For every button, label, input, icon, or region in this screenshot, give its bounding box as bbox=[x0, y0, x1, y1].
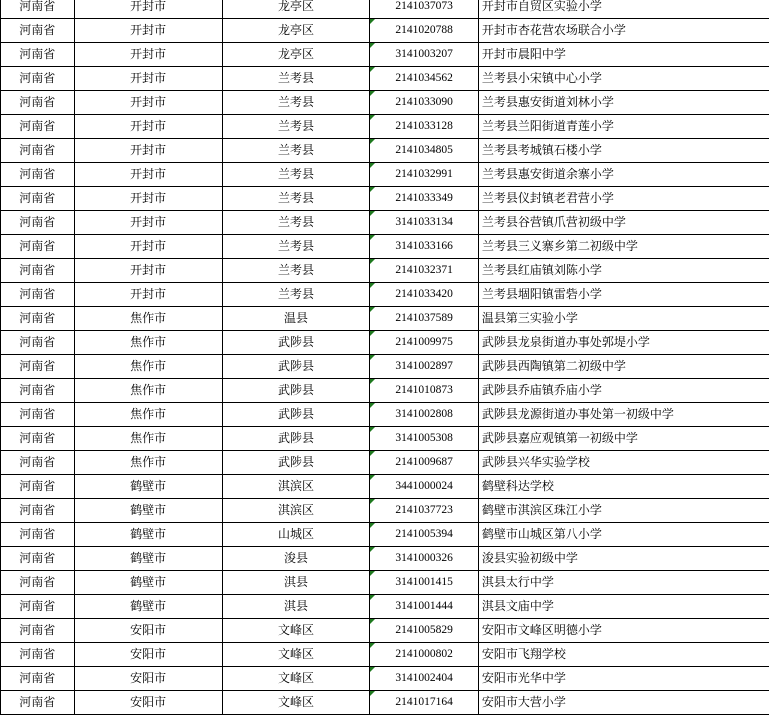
table-row bbox=[1, 571, 772, 595]
school-name-cell[interactable]: 兰考县惠安街道余寨小学 bbox=[478, 163, 771, 187]
table-row bbox=[1, 283, 772, 307]
province-cell[interactable]: 河南省 bbox=[1, 571, 75, 595]
school-code-cell[interactable]: 2141020788 bbox=[370, 19, 479, 43]
table-row bbox=[1, 403, 772, 427]
school-name-cell[interactable]: 兰考县仪封镇老君营小学 bbox=[478, 187, 771, 211]
school-name-cell[interactable]: 鹤壁市山城区第八小学 bbox=[478, 523, 771, 547]
table-row bbox=[1, 379, 772, 403]
table-row bbox=[1, 259, 772, 283]
province-cell[interactable]: 河南省 bbox=[1, 547, 75, 571]
province-cell[interactable]: 河南省 bbox=[1, 19, 75, 43]
district-cell[interactable]: 兰考县 bbox=[222, 283, 370, 307]
school-code-cell[interactable]: 2141032991 bbox=[370, 163, 479, 187]
city-cell[interactable]: 开封市 bbox=[74, 163, 222, 187]
city-cell[interactable]: 开封市 bbox=[74, 139, 222, 163]
city-cell[interactable]: 焦作市 bbox=[74, 451, 222, 475]
school-code-cell[interactable]: 2141033128 bbox=[370, 115, 479, 139]
table-row bbox=[1, 331, 772, 355]
table-row bbox=[1, 355, 772, 379]
school-code-cell[interactable]: 2141033349 bbox=[370, 187, 479, 211]
city-cell[interactable]: 安阳市 bbox=[74, 691, 222, 715]
district-cell[interactable]: 武陟县 bbox=[222, 403, 370, 427]
district-cell[interactable]: 文峰区 bbox=[222, 643, 370, 667]
school-name-cell[interactable]: 兰考县惠安街道刘林小学 bbox=[478, 91, 771, 115]
school-name-cell[interactable]: 安阳市文峰区明德小学 bbox=[478, 619, 771, 643]
province-cell[interactable]: 河南省 bbox=[1, 211, 75, 235]
school-code-cell[interactable]: 2141037723 bbox=[370, 499, 479, 523]
school-code-cell[interactable]: 2141017164 bbox=[370, 691, 479, 715]
province-cell[interactable]: 河南省 bbox=[1, 259, 75, 283]
table-row bbox=[1, 427, 772, 451]
school-name-cell[interactable]: 浚县实验初级中学 bbox=[478, 547, 771, 571]
table-row bbox=[1, 499, 772, 523]
district-cell[interactable]: 文峰区 bbox=[222, 667, 370, 691]
district-cell[interactable]: 浚县 bbox=[222, 547, 370, 571]
school-code-cell[interactable]: 2141032371 bbox=[370, 259, 479, 283]
city-cell[interactable]: 开封市 bbox=[74, 283, 222, 307]
district-cell[interactable]: 兰考县 bbox=[222, 163, 370, 187]
city-cell[interactable]: 焦作市 bbox=[74, 379, 222, 403]
province-cell[interactable]: 河南省 bbox=[1, 187, 75, 211]
school-code-cell[interactable]: 2141033420 bbox=[370, 283, 479, 307]
school-code-cell[interactable]: 3141003207 bbox=[370, 43, 479, 67]
school-name-cell[interactable]: 兰考县谷营镇爪营初级中学 bbox=[478, 211, 771, 235]
district-cell[interactable]: 淇县 bbox=[222, 595, 370, 619]
province-cell[interactable]: 河南省 bbox=[1, 67, 75, 91]
province-cell[interactable]: 河南省 bbox=[1, 691, 75, 715]
school-code-cell[interactable]: 3141002404 bbox=[370, 667, 479, 691]
school-name-cell[interactable]: 淇县太行中学 bbox=[478, 571, 771, 595]
school-code-cell[interactable]: 3441000024 bbox=[370, 475, 479, 499]
province-cell[interactable]: 河南省 bbox=[1, 331, 75, 355]
district-cell[interactable]: 兰考县 bbox=[222, 187, 370, 211]
school-name-cell[interactable]: 兰考县考城镇石楼小学 bbox=[478, 139, 771, 163]
school-code-cell[interactable]: 2141033090 bbox=[370, 91, 479, 115]
district-cell[interactable]: 兰考县 bbox=[222, 139, 370, 163]
district-cell[interactable]: 兰考县 bbox=[222, 235, 370, 259]
city-cell[interactable]: 焦作市 bbox=[74, 403, 222, 427]
table-row bbox=[1, 451, 772, 475]
table-row bbox=[1, 667, 772, 691]
table-row bbox=[1, 187, 772, 211]
table-row bbox=[1, 475, 772, 499]
school-name-cell[interactable]: 温县第三实验小学 bbox=[478, 307, 771, 331]
city-cell[interactable]: 焦作市 bbox=[74, 355, 222, 379]
city-cell[interactable]: 开封市 bbox=[74, 0, 222, 19]
city-cell[interactable]: 开封市 bbox=[74, 235, 222, 259]
school-name-cell[interactable]: 安阳市光华中学 bbox=[478, 667, 771, 691]
table-row bbox=[1, 547, 772, 571]
province-cell[interactable]: 河南省 bbox=[1, 595, 75, 619]
school-code-cell[interactable]: 2141005394 bbox=[370, 523, 479, 547]
city-cell[interactable]: 鹤壁市 bbox=[74, 499, 222, 523]
district-cell[interactable]: 山城区 bbox=[222, 523, 370, 547]
city-cell[interactable]: 开封市 bbox=[74, 115, 222, 139]
city-cell[interactable]: 鹤壁市 bbox=[74, 523, 222, 547]
province-cell[interactable]: 河南省 bbox=[1, 523, 75, 547]
school-code-cell[interactable]: 3141033166 bbox=[370, 235, 479, 259]
school-code-cell[interactable]: 2141037589 bbox=[370, 307, 479, 331]
city-cell[interactable]: 开封市 bbox=[74, 91, 222, 115]
province-cell[interactable]: 河南省 bbox=[1, 403, 75, 427]
district-cell[interactable]: 武陟县 bbox=[222, 331, 370, 355]
district-cell[interactable]: 武陟县 bbox=[222, 427, 370, 451]
city-cell[interactable]: 鹤壁市 bbox=[74, 475, 222, 499]
district-cell[interactable]: 淇县 bbox=[222, 571, 370, 595]
district-cell[interactable]: 兰考县 bbox=[222, 91, 370, 115]
school-name-cell[interactable]: 武陟县龙源街道办事处第一初级中学 bbox=[478, 403, 771, 427]
school-name-cell[interactable]: 兰考县堌阳镇雷砦小学 bbox=[478, 283, 771, 307]
table-row bbox=[1, 0, 772, 19]
city-cell[interactable]: 鹤壁市 bbox=[74, 571, 222, 595]
city-cell[interactable]: 开封市 bbox=[74, 187, 222, 211]
province-cell[interactable]: 河南省 bbox=[1, 355, 75, 379]
school-code-cell[interactable]: 2141037073 bbox=[370, 0, 479, 19]
province-cell[interactable]: 河南省 bbox=[1, 475, 75, 499]
province-cell[interactable]: 河南省 bbox=[1, 427, 75, 451]
table-row bbox=[1, 139, 772, 163]
city-cell[interactable]: 焦作市 bbox=[74, 307, 222, 331]
school-code-cell[interactable]: 3141002808 bbox=[370, 403, 479, 427]
province-cell[interactable]: 河南省 bbox=[1, 43, 75, 67]
table-row bbox=[1, 235, 772, 259]
city-cell[interactable]: 焦作市 bbox=[74, 427, 222, 451]
table-row bbox=[1, 43, 772, 67]
province-cell[interactable]: 河南省 bbox=[1, 139, 75, 163]
school-name-cell[interactable]: 淇县文庙中学 bbox=[478, 595, 771, 619]
table-row bbox=[1, 595, 772, 619]
school-code-cell[interactable]: 3141033134 bbox=[370, 211, 479, 235]
table-row bbox=[1, 115, 772, 139]
province-cell[interactable]: 河南省 bbox=[1, 91, 75, 115]
table-row bbox=[1, 523, 772, 547]
table-row bbox=[1, 67, 772, 91]
school-code-cell[interactable]: 2141034562 bbox=[370, 67, 479, 91]
province-cell[interactable]: 河南省 bbox=[1, 163, 75, 187]
city-cell[interactable]: 鹤壁市 bbox=[74, 547, 222, 571]
school-name-cell[interactable]: 武陟县西陶镇第二初级中学 bbox=[478, 355, 771, 379]
city-cell[interactable]: 安阳市 bbox=[74, 667, 222, 691]
city-cell[interactable]: 焦作市 bbox=[74, 331, 222, 355]
province-cell[interactable]: 河南省 bbox=[1, 283, 75, 307]
district-cell[interactable]: 龙亭区 bbox=[222, 43, 370, 67]
province-cell[interactable]: 河南省 bbox=[1, 115, 75, 139]
province-cell[interactable]: 河南省 bbox=[1, 451, 75, 475]
district-cell[interactable]: 兰考县 bbox=[222, 115, 370, 139]
table-row bbox=[1, 163, 772, 187]
district-cell[interactable]: 兰考县 bbox=[222, 259, 370, 283]
table-row bbox=[1, 691, 772, 715]
district-cell[interactable]: 武陟县 bbox=[222, 379, 370, 403]
district-cell[interactable]: 龙亭区 bbox=[222, 0, 370, 19]
district-cell[interactable]: 兰考县 bbox=[222, 211, 370, 235]
school-code-cell[interactable]: 3141001444 bbox=[370, 595, 479, 619]
school-code-cell[interactable]: 2141005829 bbox=[370, 619, 479, 643]
school-name-cell[interactable]: 兰考县红庙镇刘陈小学 bbox=[478, 259, 771, 283]
district-cell[interactable]: 淇滨区 bbox=[222, 475, 370, 499]
city-cell[interactable]: 开封市 bbox=[74, 43, 222, 67]
school-name-cell[interactable]: 兰考县兰阳街道青莲小学 bbox=[478, 115, 771, 139]
school-code-cell[interactable]: 2141000802 bbox=[370, 643, 479, 667]
school-name-cell[interactable]: 鹤壁科达学校 bbox=[478, 475, 771, 499]
table-row bbox=[1, 619, 772, 643]
district-cell[interactable]: 武陟县 bbox=[222, 451, 370, 475]
city-cell[interactable]: 开封市 bbox=[74, 259, 222, 283]
city-cell[interactable]: 开封市 bbox=[74, 67, 222, 91]
school-name-cell[interactable]: 开封市自贸区实验小学 bbox=[478, 0, 771, 19]
school-name-cell[interactable]: 武陟县嘉应观镇第一初级中学 bbox=[478, 427, 771, 451]
school-name-cell[interactable]: 兰考县三义寨乡第二初级中学 bbox=[478, 235, 771, 259]
table-row bbox=[1, 307, 772, 331]
school-code-cell[interactable]: 3141002897 bbox=[370, 355, 479, 379]
district-cell[interactable]: 淇滨区 bbox=[222, 499, 370, 523]
district-cell[interactable]: 兰考县 bbox=[222, 67, 370, 91]
school-name-cell[interactable]: 兰考县小宋镇中心小学 bbox=[478, 67, 771, 91]
province-cell[interactable]: 河南省 bbox=[1, 499, 75, 523]
school-name-cell[interactable]: 武陟县兴华实验学校 bbox=[478, 451, 771, 475]
district-cell[interactable]: 文峰区 bbox=[222, 691, 370, 715]
school-code-cell[interactable]: 2141034805 bbox=[370, 139, 479, 163]
province-cell[interactable]: 河南省 bbox=[1, 667, 75, 691]
city-cell[interactable]: 鹤壁市 bbox=[74, 595, 222, 619]
school-name-cell[interactable]: 开封市晨阳中学 bbox=[478, 43, 771, 67]
school-name-cell[interactable]: 安阳市大营小学 bbox=[478, 691, 771, 715]
school-code-cell[interactable]: 2141009975 bbox=[370, 331, 479, 355]
school-name-cell[interactable]: 开封市杏花营农场联合小学 bbox=[478, 19, 771, 43]
school-code-cell[interactable]: 3141001415 bbox=[370, 571, 479, 595]
city-cell[interactable]: 安阳市 bbox=[74, 619, 222, 643]
district-cell[interactable]: 龙亭区 bbox=[222, 19, 370, 43]
district-cell[interactable]: 温县 bbox=[222, 307, 370, 331]
province-cell[interactable]: 河南省 bbox=[1, 235, 75, 259]
school-name-cell[interactable]: 安阳市飞翔学校 bbox=[478, 643, 771, 667]
district-cell[interactable]: 武陟县 bbox=[222, 355, 370, 379]
province-cell[interactable]: 河南省 bbox=[1, 0, 75, 19]
province-cell[interactable]: 河南省 bbox=[1, 379, 75, 403]
table-body bbox=[1, 0, 772, 715]
province-cell[interactable]: 河南省 bbox=[1, 307, 75, 331]
school-code-cell[interactable]: 3141005308 bbox=[370, 427, 479, 451]
school-name-cell[interactable]: 鹤壁市淇滨区珠江小学 bbox=[478, 499, 771, 523]
school-name-cell[interactable]: 武陟县龙泉街道办事处郭堤小学 bbox=[478, 331, 771, 355]
city-cell[interactable]: 安阳市 bbox=[74, 643, 222, 667]
city-cell[interactable]: 开封市 bbox=[74, 211, 222, 235]
table-row bbox=[1, 211, 772, 235]
school-code-cell[interactable]: 2141010873 bbox=[370, 379, 479, 403]
school-name-cell[interactable]: 武陟县乔庙镇乔庙小学 bbox=[478, 379, 771, 403]
school-code-cell[interactable]: 3141000326 bbox=[370, 547, 479, 571]
school-code-cell[interactable]: 2141009687 bbox=[370, 451, 479, 475]
district-cell[interactable]: 文峰区 bbox=[222, 619, 370, 643]
table-row bbox=[1, 643, 772, 667]
table-row bbox=[1, 19, 772, 43]
province-cell[interactable]: 河南省 bbox=[1, 643, 75, 667]
table-row bbox=[1, 91, 772, 115]
province-cell[interactable]: 河南省 bbox=[1, 619, 75, 643]
city-cell[interactable]: 开封市 bbox=[74, 19, 222, 43]
